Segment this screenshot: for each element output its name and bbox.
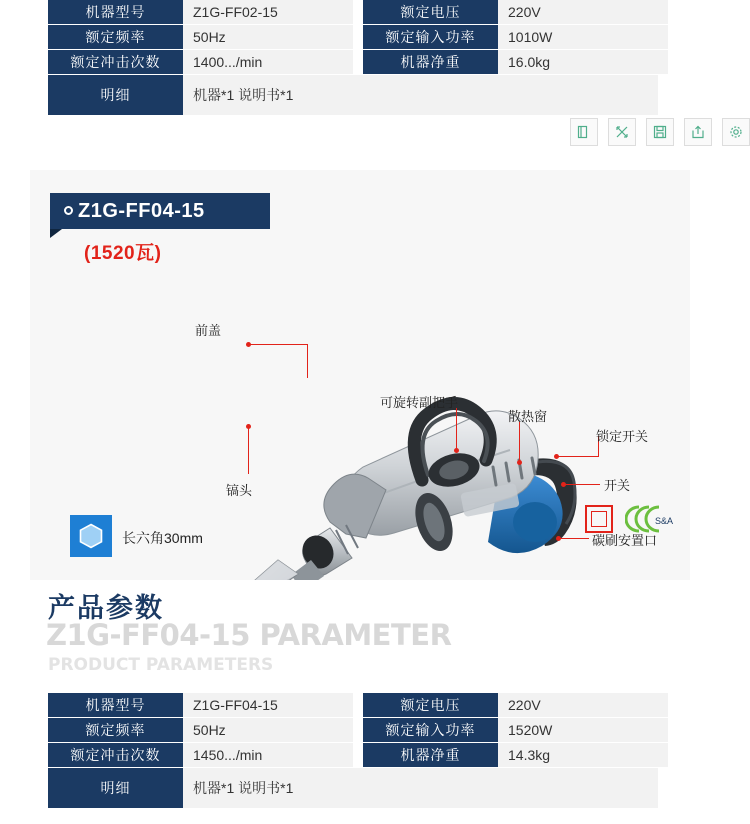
callout-leader-lock-switch: [557, 456, 599, 457]
table-row: [48, 50, 658, 75]
spec-label: 额定输入功率: [363, 718, 498, 743]
hex-shank-icon: [70, 515, 112, 557]
spec-label: 额定冲击次数: [48, 50, 183, 75]
spec-value: 220V: [498, 693, 668, 718]
share-icon: [691, 125, 705, 139]
spec-value: 16.0kg: [498, 50, 668, 75]
spec-label: 额定电压: [363, 0, 498, 25]
spec-value: 1520W: [498, 718, 668, 743]
expand-button[interactable]: [608, 118, 636, 146]
table-row: [48, 0, 658, 25]
spec-value: 220V: [498, 0, 668, 25]
callout-carbon-brush: 碳刷安置口: [592, 533, 658, 548]
callout-leader-front-cover-v: [307, 344, 308, 378]
column-gap: [353, 0, 363, 25]
expand-icon: [615, 125, 629, 139]
callout-rotating-handle: 可旋转副把手: [380, 395, 459, 410]
spec-label: 机器型号: [48, 693, 183, 718]
model-text: Z1G-FF04-15: [78, 200, 205, 222]
parameters-title-en: Z1G-FF04-15 PARAMETER: [46, 618, 452, 652]
callout-leader-carbon-brush: [559, 538, 589, 539]
column-gap: [353, 50, 363, 75]
spec-label: 额定电压: [363, 693, 498, 718]
settings-button[interactable]: [722, 118, 750, 146]
copy-icon: [577, 125, 591, 139]
callout-pick-head: 镐头: [226, 483, 253, 498]
callout-switch: 开关: [604, 478, 631, 493]
spec-value: 50Hz: [183, 25, 353, 50]
spec-value: 14.3kg: [498, 743, 668, 768]
ccc-mark-icon: [625, 502, 681, 536]
column-gap: [353, 693, 363, 718]
copy-button[interactable]: [570, 118, 598, 146]
table-row: [48, 25, 658, 50]
spec-label: 额定频率: [48, 718, 183, 743]
detail-value: 机器*1 说明书*1: [183, 75, 658, 115]
spec-value: 1010W: [498, 25, 668, 50]
spec-label: 额定频率: [48, 25, 183, 50]
parameters-subtitle: PRODUCT PARAMETERS: [48, 655, 274, 675]
table-row-detail: [48, 768, 658, 808]
gear-icon: [729, 125, 743, 139]
table-row: [48, 718, 658, 743]
top-spec-table: [48, 0, 658, 115]
share-button[interactable]: [684, 118, 712, 146]
column-gap: [353, 743, 363, 768]
callout-leader-rotating-handle: [456, 408, 457, 450]
save-icon: [653, 125, 667, 139]
detail-value: 机器*1 说明书*1: [183, 768, 658, 808]
spec-label: 额定输入功率: [363, 25, 498, 50]
hex-shank-label: 长六角30mm: [122, 530, 203, 546]
spec-value: 1400.../min: [183, 50, 353, 75]
detail-label: 明细: [48, 768, 183, 808]
save-button[interactable]: [646, 118, 674, 146]
spec-value: 50Hz: [183, 718, 353, 743]
callout-leader-front-cover: [248, 344, 308, 345]
column-gap: [353, 718, 363, 743]
spec-label: 额定冲击次数: [48, 743, 183, 768]
column-gap: [353, 25, 363, 50]
callout-vent: 散热窗: [508, 409, 548, 424]
spec-label: 机器净重: [363, 743, 498, 768]
spec-value: Z1G-FF02-15: [183, 0, 353, 25]
product-image-panel: [30, 170, 690, 580]
wattage-label: (1520瓦): [84, 243, 162, 264]
table-row: [48, 693, 658, 718]
svg-text:S&A: S&A: [655, 516, 674, 526]
image-toolbar[interactable]: [570, 118, 750, 146]
callout-front-cover: 前盖: [195, 323, 222, 338]
callout-leader-switch: [564, 484, 600, 485]
table-row: [48, 743, 658, 768]
spec-value: 1450.../min: [183, 743, 353, 768]
detail-label: 明细: [48, 75, 183, 115]
callout-leader-vent: [519, 422, 520, 462]
parameters-title-cn: 产品参数: [48, 593, 164, 623]
callout-lock-switch: 锁定开关: [596, 429, 649, 444]
table-row-detail: [48, 75, 658, 115]
spec-value: Z1G-FF04-15: [183, 693, 353, 718]
spec-label: 机器型号: [48, 0, 183, 25]
ce-mark-icon: [585, 505, 613, 533]
callout-leader-pick-head: [248, 426, 249, 474]
spec-label: 机器净重: [363, 50, 498, 75]
bottom-spec-table: [48, 693, 658, 808]
